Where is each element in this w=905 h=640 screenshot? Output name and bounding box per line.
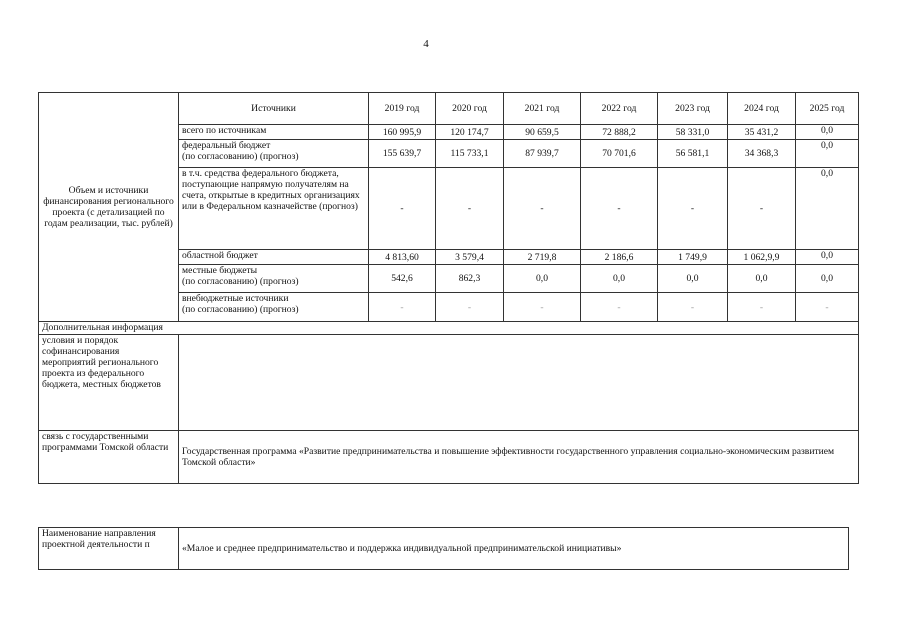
- cell-value: 862,3: [436, 265, 504, 293]
- cell-value: 2 719,8: [504, 250, 581, 265]
- cell-value: 72 888,2: [581, 125, 658, 140]
- cell-value: -: [728, 168, 796, 250]
- cell-value: 115 733,1: [436, 140, 504, 168]
- cell-value: 1 749,9: [658, 250, 728, 265]
- header-row: [39, 93, 859, 125]
- cell-value: 120 174,7: [436, 125, 504, 140]
- year-header: 2020 год: [436, 93, 504, 125]
- passport-table: [38, 92, 859, 484]
- cell-value: 0,0: [796, 265, 859, 293]
- cell-value: -: [436, 168, 504, 250]
- cell-value: 35 431,2: [728, 125, 796, 140]
- cell-value: 155 639,7: [369, 140, 436, 168]
- link-label: связь с государственными программами Томской области: [39, 431, 179, 484]
- link-row: [39, 431, 859, 484]
- year-header: 2021 год: [504, 93, 581, 125]
- row-label: всего по источникам: [179, 125, 369, 140]
- cofinancing-label: условия и порядок софинансирования мероприятий регионального проекта из федерального бюджета, местных бюджетов: [39, 335, 179, 431]
- year-header: 2024 год: [728, 93, 796, 125]
- cell-value: 0,0: [796, 250, 859, 265]
- section-heading: Дополнительная информация: [39, 322, 859, 335]
- cell-value: 0,0: [728, 265, 796, 293]
- cell-value: 2 186,6: [581, 250, 658, 265]
- sources-header: Источники: [179, 93, 369, 125]
- cofinancing-row: [39, 335, 859, 431]
- cell-value: 58 331,0: [658, 125, 728, 140]
- row-label: местные бюджеты (по согласованию) (прогноз): [179, 265, 369, 293]
- cell-value: 70 701,6: [581, 140, 658, 168]
- cell-value: 90 659,5: [504, 125, 581, 140]
- row-label: федеральный бюджет (по согласованию) (прогноз): [179, 140, 369, 168]
- cell-value: 0,0: [796, 125, 859, 140]
- direction-table: [38, 527, 849, 570]
- cell-value: 0,0: [581, 265, 658, 293]
- year-header: 2023 год: [658, 93, 728, 125]
- cell-value: -: [436, 293, 504, 322]
- page-number: 4: [423, 38, 429, 50]
- cell-value: 87 939,7: [504, 140, 581, 168]
- cofinancing-value: [179, 335, 859, 431]
- cell-value: -: [369, 168, 436, 250]
- link-value: Государственная программа «Развитие предпринимательства и повышение эффективности государственного управления социально-экономическим развитием Томской области»: [179, 431, 859, 484]
- row-label: внебюджетные источники (по согласованию) (прогноз): [179, 293, 369, 322]
- cell-value: -: [658, 168, 728, 250]
- row-label: областной бюджет: [179, 250, 369, 265]
- cell-value: -: [581, 293, 658, 322]
- cell-value: 0,0: [504, 265, 581, 293]
- year-header: 2025 год: [796, 93, 859, 125]
- cell-value: 0,0: [796, 140, 859, 168]
- finance-label: Объем и источники финансирования регионального проекта (с детализацией по годам реализации, тыс. рублей): [39, 93, 179, 322]
- direction-value: «Малое и среднее предпринимательство и поддержка индивидуальной предпринимательской инициативы»: [179, 528, 849, 570]
- cell-value: -: [728, 293, 796, 322]
- cell-value: 4 813,60: [369, 250, 436, 265]
- row-label: в т.ч. средства федерального бюджета, поступающие напрямую получателям на счета, открытые в кредитных организациях или в Федеральном казначействе (прогноз): [179, 168, 369, 250]
- cell-value: 0,0: [658, 265, 728, 293]
- cell-value: 34 368,3: [728, 140, 796, 168]
- direction-row: [39, 528, 849, 570]
- year-header: 2022 год: [581, 93, 658, 125]
- cell-value: -: [658, 293, 728, 322]
- cell-value: 1 062,9,9: [728, 250, 796, 265]
- cell-value: 0,0: [796, 168, 859, 250]
- cell-value: -: [796, 293, 859, 322]
- year-header: 2019 год: [369, 93, 436, 125]
- cell-value: 3 579,4: [436, 250, 504, 265]
- cell-value: 160 995,9: [369, 125, 436, 140]
- cell-value: -: [581, 168, 658, 250]
- cell-value: 542,6: [369, 265, 436, 293]
- cell-value: -: [369, 293, 436, 322]
- cell-value: -: [504, 168, 581, 250]
- cell-value: 56 581,1: [658, 140, 728, 168]
- cell-value: -: [504, 293, 581, 322]
- direction-label: Наименование направления проектной деятельности п: [39, 528, 179, 570]
- additional-info-row: [39, 322, 859, 335]
